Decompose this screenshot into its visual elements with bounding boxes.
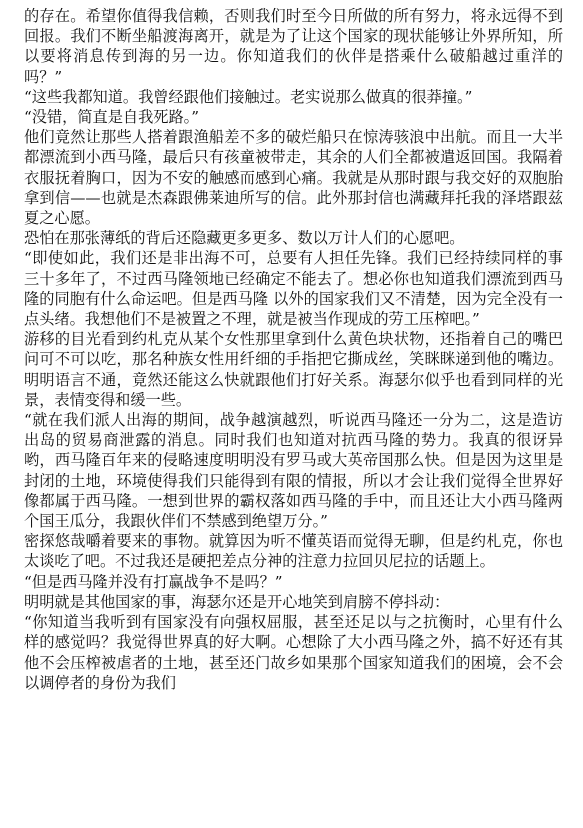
paragraph: 恐怕在那张薄纸的背后还隐藏更多更多、数以万计人们的心愿吧。 xyxy=(24,229,465,248)
paragraph: “这些我都知道。我曾经跟他们接触过。老实说那么做真的很莽撞。” xyxy=(24,87,473,106)
paragraph: “没错，简直是自我死路。” xyxy=(24,108,199,127)
paragraph: 游移的目光看到约札克从某个女性那里拿到什么黄色块状物，还指着自己的嘴巴问可不可以吃，那名种族女性用纤细的手指把它撕成丝，笑眯眯递到他的嘴边。明明语言不通，竟然还能这么快就跟他们打好关系。海瑟尔似乎也看到同样的光景，表情变得和缓一些。 xyxy=(24,330,563,409)
paragraph: “就在我们派人出海的期间，战争越演越烈，听说西马隆还一分为二，这是造访出岛的贸易商泄露的消息。同时我们也知道对抗西马隆的势力。我真的很讶异哟，西马隆百年来的侵略速度明明没有罗马或大英帝国那么快。但是因为这里是封闭的土地，环境使得我们只能得到有限的情报，所以才会让我们觉得全世界好像都属于西马隆。一想到世界的霸权落如西马隆的手中，而且还让大小西马隆两个国王瓜分，我跟伙伴们不禁感到绝望万分。” xyxy=(24,411,563,531)
paragraph: “即使如此，我们还是非出海不可，总要有人担任先锋。我们已经持续同样的事三十多年了，不过西马隆领地已经确定不能去了。想必你也知道我们漂流到西马隆的同胞有什么命运吧。但是西马隆 以外的国家我们又不清楚，因为完全没有一点头绪。我想他们不是被置之不理，就是被当作现成的劳工压榨吧。” xyxy=(24,249,563,329)
paragraph: “你知道当我听到有国家没有向强权屈服，甚至还足以与之抗衡时，心里有什么样的感觉吗？我觉得世界真的好大啊。心想除了大小西马隆之外，搞不好还有其他不会压榨被虐者的土地，甚至还门故乡如果那个国家知道我们的困境，会不会以调停者的身份为我们 xyxy=(24,613,563,692)
paragraph: 他们竟然让那些人搭着跟渔船差不多的破烂船只在惊涛骇浪中出航。而且一大半都漂流到小西马隆，最后只有孩童被带走，其余的人们全都被遣返回国。我隔着衣服抚着胸口，因为不安的触感而感到心痛。我就是从那时跟与我交好的双胞胎拿到信——也就是杰森跟佛莱迪所写的信。此外那封信也满藏拜托我的泽塔跟兹夏之心愿。 xyxy=(24,128,563,228)
paragraph: 明明就是其他国家的事，海瑟尔还是开心地笑到肩膀不停抖动： xyxy=(24,592,450,611)
paragraph: 密探悠哉嚼着要来的事物。就算因为听不懂英语而觉得无聊，但是约札克，你也太谈吃了吧。不过我还是硬把差点分神的注意力拉回贝尼拉的话题上。 xyxy=(24,532,563,571)
paragraph: “但是西马隆并没有打赢战争不是吗？” xyxy=(24,572,283,591)
paragraph: 的存在。希望你值得我信赖，否则我们时至今日所做的所有努力，将永远得不到回报。我们不断坐船渡海离开，就是为了让这个国家的现状能够让外界所知，所以要将消息传到海的另一边。你知道我们的伙伴是搭乘什么破船越过重洋的吗？” xyxy=(24,7,563,86)
